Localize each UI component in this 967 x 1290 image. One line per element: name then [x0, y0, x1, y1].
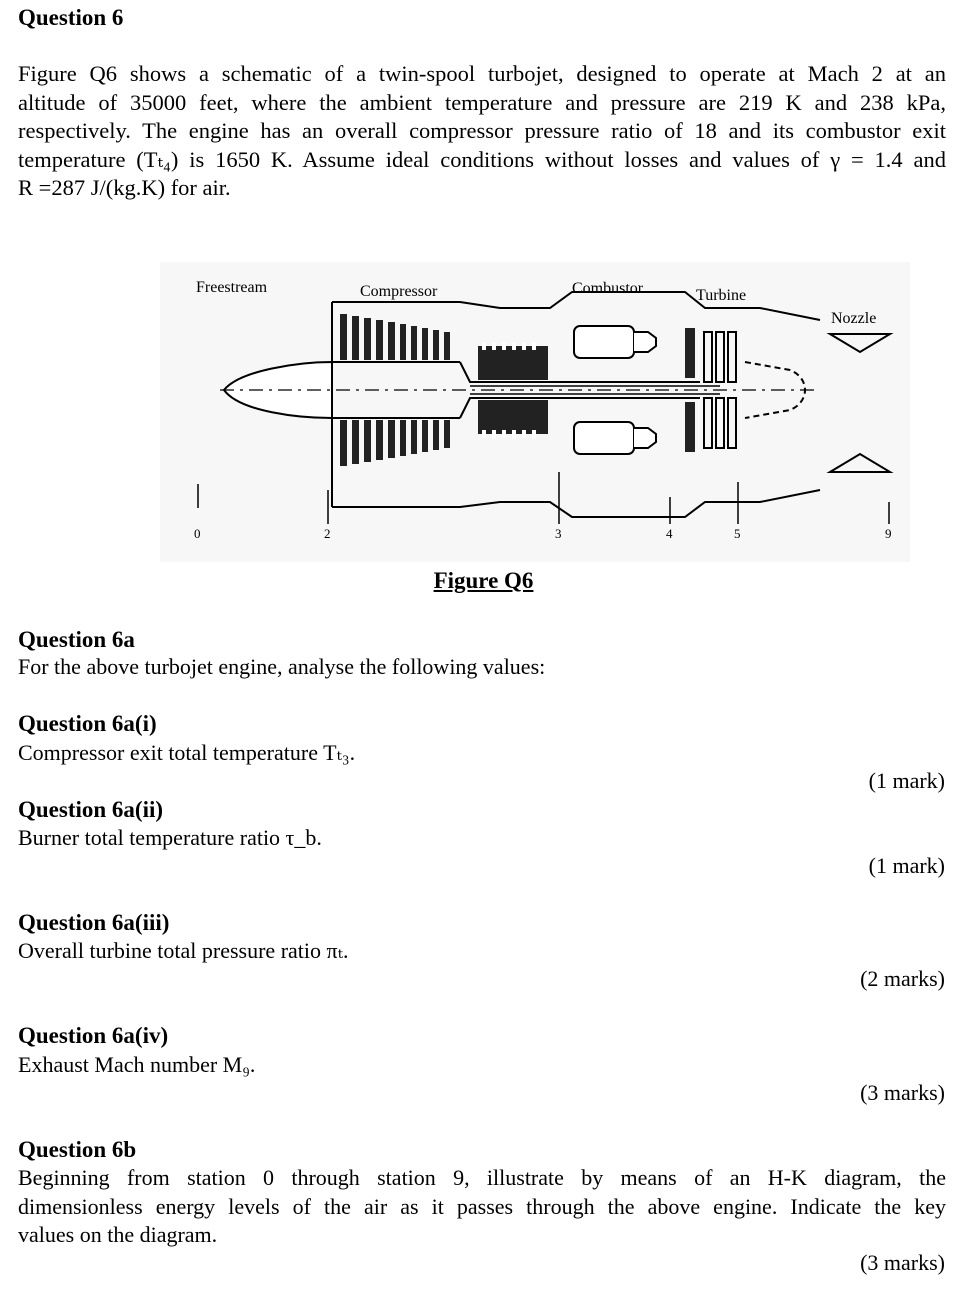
station-label: 2 [324, 526, 331, 541]
part-text: Exhaust Mach number M₉. [18, 1052, 256, 1077]
q6a-text: For the above turbojet engine, analyse the following values: [18, 654, 546, 679]
question-heading: Question 6 [18, 5, 124, 30]
q6b-heading: Question 6b [18, 1137, 137, 1162]
figure-caption: Figure Q6 [433, 568, 534, 593]
label-compressor: Compressor [360, 283, 438, 300]
part-marks: (1 mark) [868, 768, 945, 793]
label-combustor: Combustor [572, 280, 644, 297]
intro-line: Figure Q6 shows a schematic of a twin-spool turbojet, designed to operate at Mach 2 at an [18, 61, 946, 86]
part-heading: Question 6a(i) [18, 711, 157, 736]
station-label: 5 [734, 526, 741, 541]
part-heading: Question 6a(iii) [18, 910, 170, 935]
station-label: 3 [555, 526, 562, 541]
part-text: Compressor exit total temperature Tₜ₃. [18, 740, 356, 765]
station-label: 9 [885, 526, 892, 541]
part-text: Overall turbine total pressure ratio πₜ. [18, 938, 349, 963]
q6b-line: values on the diagram. [18, 1222, 218, 1247]
station-label: 4 [666, 526, 673, 541]
part-marks: (3 marks) [860, 1080, 945, 1105]
question-intro [18, 60, 946, 203]
q6a-heading: Question 6a [18, 627, 135, 652]
label-turbine: Turbine [696, 287, 747, 304]
intro-line: respectively. The engine has an overall compressor pressure ratio of 18 and its combustor exit [18, 118, 946, 143]
part-heading: Question 6a(iv) [18, 1023, 169, 1048]
part-marks: (1 mark) [868, 853, 945, 878]
q6b-marks: (3 marks) [860, 1250, 945, 1275]
q6b-line: Beginning from station 0 through station 9, illustrate by means of an H-K diagram, the [18, 1165, 946, 1190]
intro-line: altitude of 35000 feet, where the ambient temperature and pressure are 219 K and 238 kPa, [18, 89, 946, 115]
label-nozzle: Nozzle [831, 310, 877, 327]
intro-line: R =287 J/(kg.K) for air. [18, 175, 231, 200]
label-freestream: Freestream [196, 279, 268, 296]
part-heading: Question 6a(ii) [18, 797, 164, 822]
q6b-line: dimensionless energy levels of the air as it passes through the above engine. Indicate the key [18, 1193, 946, 1219]
turbojet-schematic [160, 262, 910, 562]
station-label: 0 [194, 526, 201, 541]
part-marks: (2 marks) [860, 966, 945, 991]
q6b-text [18, 1164, 946, 1250]
intro-line: temperature (Tₜ₄) is 1650 K. Assume ideal conditions without losses and values of γ = 1.4 and [18, 146, 946, 172]
part-text: Burner total temperature ratio τ_b. [18, 825, 322, 850]
